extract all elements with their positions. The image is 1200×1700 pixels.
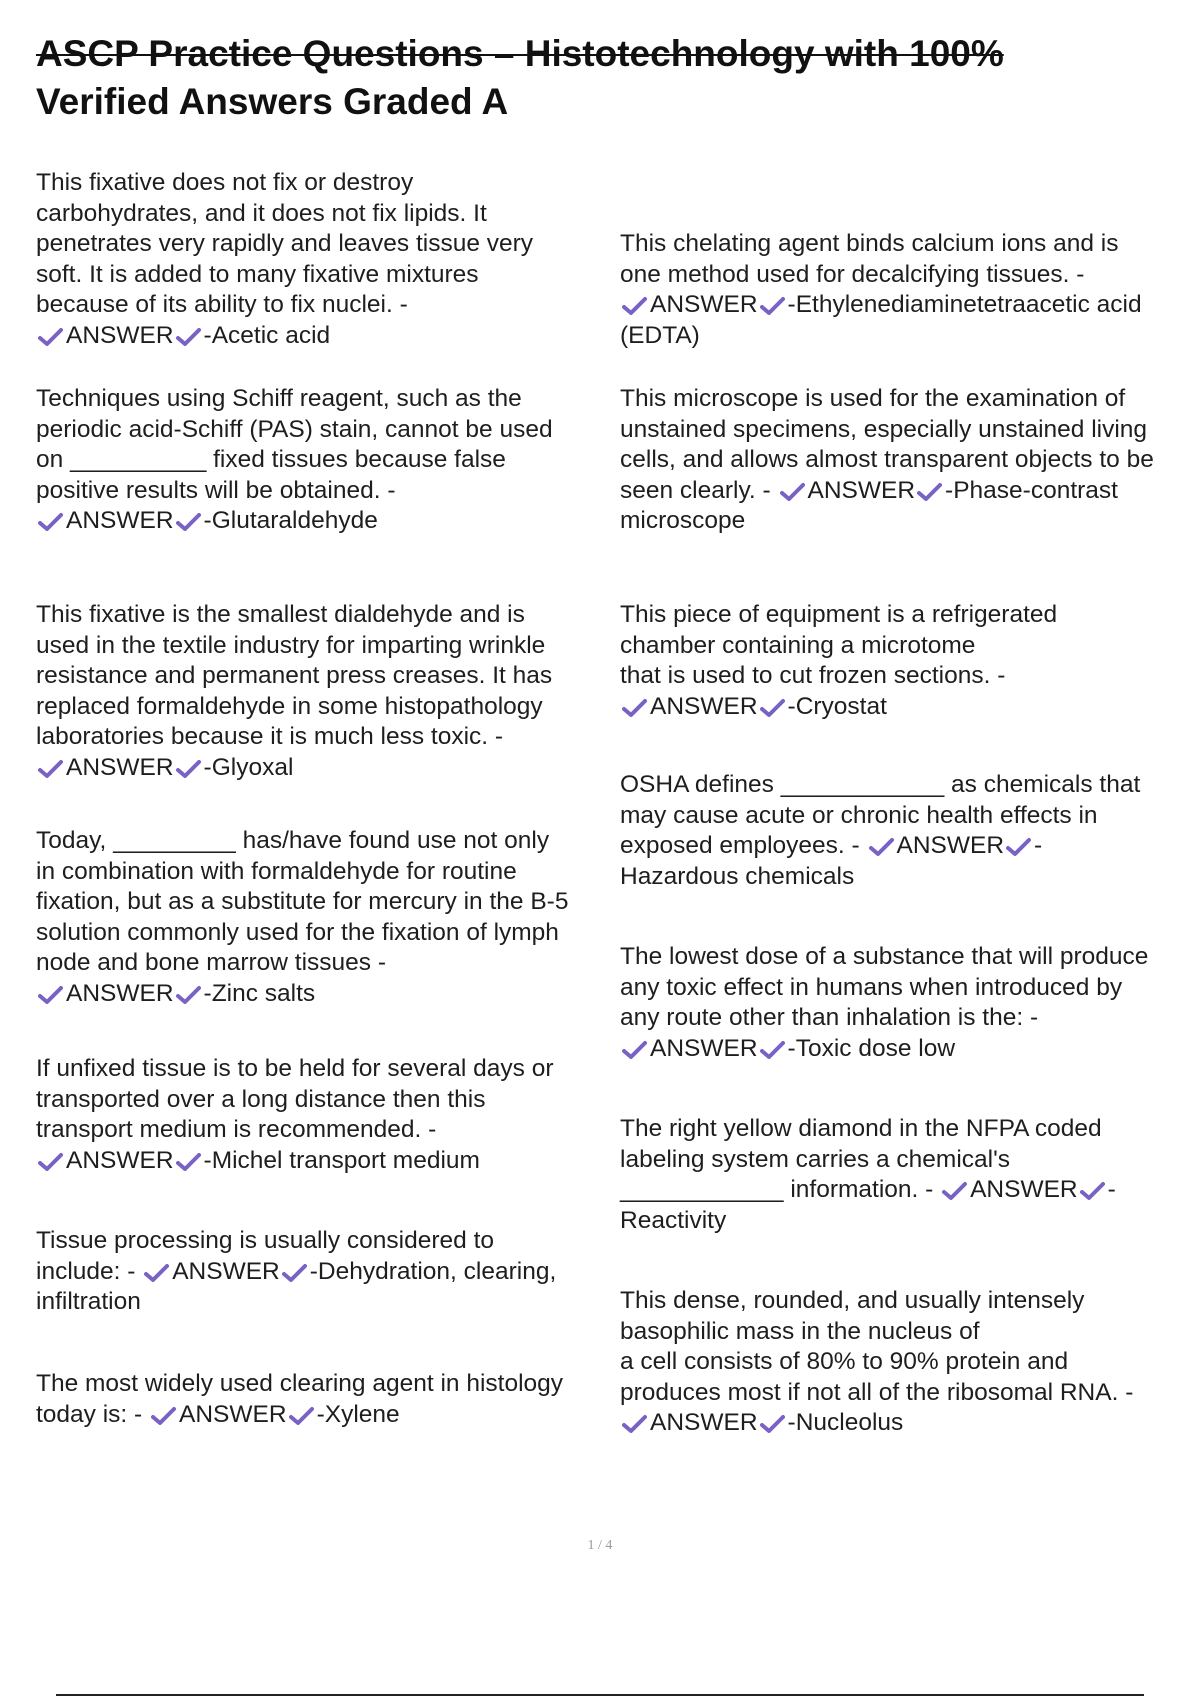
answer-line bbox=[36, 1146, 606, 1177]
question-tail: ____________ information. - bbox=[620, 1176, 941, 1203]
title-line-2: Verified Answers Graded A bbox=[36, 81, 509, 122]
question-line: unstained specimens, especially unstained living bbox=[620, 415, 1148, 443]
answer-text: -Glutaraldehyde bbox=[203, 507, 378, 534]
check-icon bbox=[622, 1414, 647, 1434]
answer-continuation: infiltration bbox=[36, 1288, 141, 1315]
question-line: This chelating agent binds calcium ions and is bbox=[620, 230, 1119, 257]
qa-item bbox=[620, 1114, 1190, 1236]
answer-label: ANSWER bbox=[66, 979, 174, 1007]
question-line: any toxic effect in humans when introduced by bbox=[620, 973, 1123, 1001]
qa-item bbox=[36, 600, 606, 783]
answer-text: -Glyoxal bbox=[203, 753, 294, 781]
check-icon bbox=[622, 698, 647, 718]
question-line: because of its ability to fix nuclei. - bbox=[36, 291, 408, 318]
answer-text: -Phase-contrast bbox=[945, 476, 1118, 504]
question-line: one method used for decalcifying tissues. - bbox=[620, 260, 1085, 288]
question-line: a cell consists of 80% to 90% protein and bbox=[620, 1348, 1069, 1375]
answer-label: ANSWER bbox=[650, 1034, 758, 1062]
question-line: Techniques using Schiff reagent, such as the bbox=[36, 385, 522, 412]
question-line: resistance and permanent press creases. It has bbox=[36, 662, 553, 689]
question-line: fixation, but as a substitute for mercury in the B-5 bbox=[36, 888, 569, 915]
question-line: This fixative is the smallest dialdehyde and is bbox=[36, 601, 525, 628]
answer-label: ANSWER bbox=[896, 832, 1005, 859]
answer-text: -Michel transport medium bbox=[203, 1146, 480, 1174]
question-line: Today, _________ has/have found use not only bbox=[36, 827, 550, 854]
check-icon bbox=[38, 759, 63, 779]
question-line: laboratories because it is much less toxic. - bbox=[36, 723, 504, 750]
answer-line bbox=[36, 506, 606, 537]
check-icon bbox=[1080, 1181, 1105, 1201]
answer-text: -Ethylenediaminetetraacetic acid bbox=[787, 291, 1142, 318]
question-line: node and bone marrow tissues - bbox=[36, 949, 386, 976]
check-icon bbox=[144, 1263, 169, 1283]
answer-label: ANSWER bbox=[66, 1146, 174, 1174]
question-line: This fixative does not fix or destroy bbox=[36, 169, 414, 196]
question-line: The right yellow diamond in the NFPA coded bbox=[620, 1115, 1102, 1142]
answer-line bbox=[36, 321, 606, 352]
question-tail: today is: - bbox=[36, 1400, 150, 1428]
footer-rule bbox=[56, 1694, 1144, 1696]
question-line: chamber containing a microtome bbox=[620, 631, 976, 659]
answer-line bbox=[620, 1408, 1190, 1439]
answer-text: -Acetic acid bbox=[203, 321, 331, 349]
answer-text: -Nucleolus bbox=[787, 1409, 904, 1436]
answer-text: -Toxic dose low bbox=[787, 1034, 956, 1062]
question-line: transport medium is recommended. - bbox=[36, 1116, 437, 1143]
page-number: 1 / 4 bbox=[587, 1538, 613, 1553]
qa-item bbox=[36, 168, 606, 351]
qa-item bbox=[36, 1369, 606, 1430]
question-line: used in the textile industry for imparting wrinkle bbox=[36, 631, 546, 659]
question-line: OSHA defines ____________ as chemicals that bbox=[620, 771, 1141, 798]
question-line: periodic acid-Schiff (PAS) stain, cannot be used bbox=[36, 415, 553, 443]
question-line: positive results will be obtained. - bbox=[36, 476, 396, 504]
answer-line bbox=[620, 1175, 1190, 1206]
question-line: may cause acute or chronic health effects in bbox=[620, 801, 1098, 829]
answer-label: ANSWER bbox=[172, 1257, 280, 1285]
qa-item bbox=[620, 1286, 1190, 1439]
check-icon bbox=[622, 296, 647, 316]
answer-continuation: microscope bbox=[620, 507, 746, 534]
question-line: Tissue processing is usually considered to bbox=[36, 1227, 495, 1254]
answer-continuation: (EDTA) bbox=[620, 321, 700, 349]
answer-label: ANSWER bbox=[970, 1176, 1078, 1203]
answer-text: -Zinc salts bbox=[203, 979, 316, 1007]
check-icon bbox=[289, 1406, 314, 1426]
answer-line bbox=[36, 753, 606, 784]
check-icon bbox=[942, 1181, 967, 1201]
check-icon bbox=[176, 512, 201, 532]
answer-label: ANSWER bbox=[66, 321, 174, 349]
qa-item bbox=[620, 600, 1190, 722]
answer-line bbox=[36, 1400, 606, 1431]
question-line: labeling system carries a chemical's bbox=[620, 1145, 1011, 1173]
answer-label: ANSWER bbox=[179, 1400, 287, 1428]
question-line: The most widely used clearing agent in histology bbox=[36, 1370, 564, 1397]
check-icon bbox=[760, 698, 785, 718]
check-icon bbox=[760, 296, 785, 316]
question-line: cells, and allows almost transparent objects to be bbox=[620, 446, 1154, 473]
answer-text: - bbox=[1107, 1176, 1116, 1203]
qa-item bbox=[620, 384, 1190, 537]
answer-line bbox=[620, 290, 1190, 321]
question-line: This piece of equipment is a refrigerated bbox=[620, 601, 1058, 628]
answer-continuation: Reactivity bbox=[620, 1206, 727, 1234]
answer-text: - bbox=[1034, 832, 1043, 859]
check-icon bbox=[38, 1152, 63, 1172]
check-icon bbox=[760, 1040, 785, 1060]
answer-text: -Xylene bbox=[316, 1400, 400, 1428]
question-line: If unfixed tissue is to be held for several days or bbox=[36, 1055, 554, 1082]
question-tail: exposed employees. - bbox=[620, 832, 867, 859]
check-icon bbox=[38, 327, 63, 347]
answer-line bbox=[620, 1034, 1190, 1065]
title-line-1: ASCP Practice Questions – Histotechnology with 100% bbox=[36, 33, 1004, 74]
answer-label: ANSWER bbox=[807, 476, 916, 504]
answer-label: ANSWER bbox=[650, 291, 758, 318]
question-line: carbohydrates, and it does not fix lipids. It bbox=[36, 199, 487, 227]
qa-item bbox=[36, 384, 606, 537]
qa-item bbox=[620, 229, 1190, 351]
check-icon bbox=[869, 837, 894, 857]
answer-text: -Dehydration, clearing, bbox=[309, 1257, 557, 1285]
check-icon bbox=[760, 1414, 785, 1434]
question-line: basophilic mass in the nucleus of bbox=[620, 1317, 980, 1345]
answer-label: ANSWER bbox=[66, 507, 174, 534]
check-icon bbox=[176, 759, 201, 779]
answer-label: ANSWER bbox=[650, 1409, 758, 1436]
question-line: The lowest dose of a substance that will produce bbox=[620, 943, 1149, 970]
check-icon bbox=[282, 1263, 307, 1283]
answer-line bbox=[620, 831, 1190, 862]
check-icon bbox=[780, 482, 805, 502]
answer-line bbox=[36, 979, 606, 1010]
check-icon bbox=[176, 985, 201, 1005]
answer-line bbox=[36, 1257, 606, 1288]
answer-label: ANSWER bbox=[66, 753, 174, 781]
question-line: on __________ fixed tissues because false bbox=[36, 446, 506, 473]
check-icon bbox=[38, 985, 63, 1005]
answer-text: -Cryostat bbox=[787, 692, 887, 720]
question-line: produces most if not all of the ribosomal RNA. - bbox=[620, 1378, 1134, 1406]
answer-label: ANSWER bbox=[650, 692, 758, 720]
qa-item bbox=[620, 770, 1190, 892]
qa-item bbox=[36, 1226, 606, 1318]
check-icon bbox=[176, 1152, 201, 1172]
check-icon bbox=[176, 327, 201, 347]
question-line: solution commonly used for the fixation of lymph bbox=[36, 918, 559, 946]
answer-line bbox=[620, 692, 1190, 723]
check-icon bbox=[917, 482, 942, 502]
question-line: This microscope is used for the examination of bbox=[620, 385, 1126, 412]
check-icon bbox=[622, 1040, 647, 1060]
qa-item bbox=[620, 942, 1190, 1064]
question-line: transported over a long distance then this bbox=[36, 1085, 486, 1113]
question-line: replaced formaldehyde in some histopathology bbox=[36, 692, 543, 720]
answer-line bbox=[620, 476, 1190, 507]
document-title bbox=[36, 30, 1156, 126]
check-icon bbox=[38, 512, 63, 532]
question-line: This dense, rounded, and usually intensely bbox=[620, 1287, 1085, 1314]
question-tail: include: - bbox=[36, 1257, 143, 1285]
question-line: soft. It is added to many fixative mixtures bbox=[36, 260, 479, 288]
qa-item bbox=[36, 826, 606, 1009]
question-line: that is used to cut frozen sections. - bbox=[620, 662, 1006, 689]
question-tail: seen clearly. - bbox=[620, 476, 778, 504]
answer-continuation: Hazardous chemicals bbox=[620, 862, 855, 890]
question-line: penetrates very rapidly and leaves tissue very bbox=[36, 230, 534, 257]
check-icon bbox=[151, 1406, 176, 1426]
question-line: any route other than inhalation is the: - bbox=[620, 1004, 1039, 1031]
check-icon bbox=[1006, 837, 1031, 857]
question-line: in combination with formaldehyde for routine bbox=[36, 857, 517, 885]
qa-item bbox=[36, 1054, 606, 1176]
